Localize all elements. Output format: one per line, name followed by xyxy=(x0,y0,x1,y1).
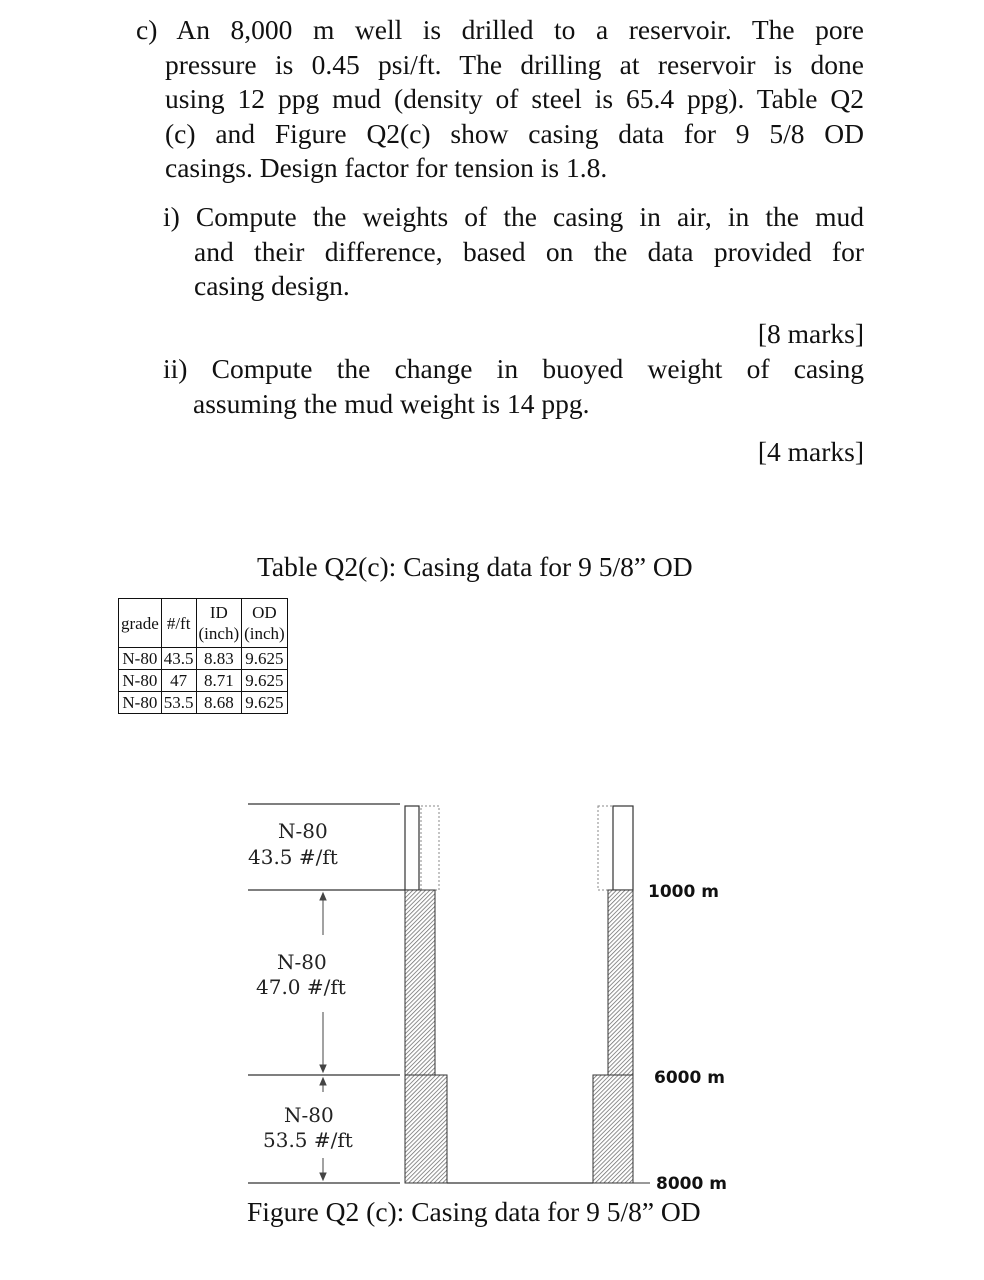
cell-od: 9.625 xyxy=(242,692,288,714)
sub-ii-line: assuming the mud weight is 14 ppg. xyxy=(193,387,590,419)
section-2-weight: 47.0 #/ft xyxy=(256,975,346,999)
part-c-line: pressure is 0.45 psi/ft. The drilling at reservoir is done xyxy=(165,48,864,80)
depth-label-1000: 1000 m xyxy=(648,882,719,902)
header-id-label: ID xyxy=(209,603,228,622)
depth-label-6000: 6000 m xyxy=(654,1068,725,1088)
cell-od: 9.625 xyxy=(242,648,288,670)
part-c-line: casings. Design factor for tension is 1.8. xyxy=(165,152,608,184)
cell-grade: N-80 xyxy=(119,670,162,692)
part-c-line: using 12 ppg mud (density of steel is 65.4 ppg). Table Q2 xyxy=(165,83,864,115)
header-id-unit: (inch) xyxy=(198,624,240,643)
cell-id: 8.68 xyxy=(196,692,242,714)
cell-weight: 47 xyxy=(161,670,196,692)
figure-caption: Figure Q2 (c): Casing data for 9 5/8” OD xyxy=(247,1196,701,1227)
cell-weight: 53.5 xyxy=(161,692,196,714)
cell-id: 8.71 xyxy=(196,670,242,692)
part-c-line: c) An 8,000 m well is drilled to a reservoir. The pore xyxy=(136,14,864,45)
marks-ii: [4 marks] xyxy=(757,436,864,467)
cell-id: 8.83 xyxy=(196,648,242,670)
header-grade: grade xyxy=(119,599,162,648)
cell-weight: 43.5 xyxy=(161,648,196,670)
section-3-grade: N-80 xyxy=(284,1103,334,1127)
cell-od: 9.625 xyxy=(242,670,288,692)
section-1-grade: N-80 xyxy=(278,819,328,843)
part-c-line: (c) and Figure Q2(c) show casing data for 9 5/8 OD xyxy=(165,117,864,149)
cell-grade: N-80 xyxy=(119,692,162,714)
sub-ii-line: ii) Compute the change in buoyed weight of casing xyxy=(163,353,864,384)
header-od-unit: (inch) xyxy=(244,624,285,643)
sub-i-line: casing design. xyxy=(194,270,350,302)
header-od-label: OD xyxy=(252,603,277,622)
section-2-grade: N-80 xyxy=(277,950,327,974)
left-casing-wall xyxy=(405,806,447,1183)
marks-i: [8 marks] xyxy=(757,318,864,349)
right-casing-wall xyxy=(593,806,633,1183)
table-caption: Table Q2(c): Casing data for 9 5/8” OD xyxy=(257,551,693,582)
sub-i-line: and their difference, based on the data provided for xyxy=(194,235,864,267)
section-1-weight: 43.5 #/ft xyxy=(248,845,338,869)
section-3-weight: 53.5 #/ft xyxy=(263,1128,353,1152)
header-weight: #/ft xyxy=(161,599,196,648)
sub-i-line: i) Compute the weights of the casing in air, in the mud xyxy=(163,201,864,232)
depth-label-8000: 8000 m xyxy=(656,1174,727,1194)
cell-grade: N-80 xyxy=(119,648,162,670)
